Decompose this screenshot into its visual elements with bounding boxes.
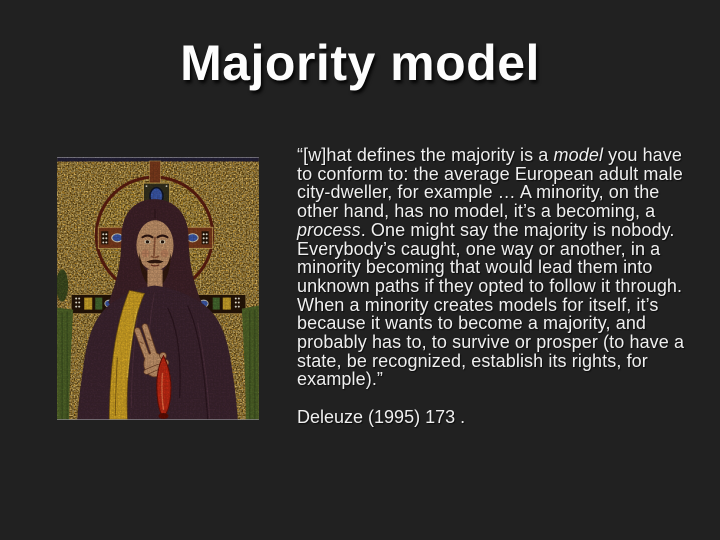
quote-block [297, 146, 695, 427]
slide-title: Majority model [180, 35, 540, 91]
quote-segment-italic: model [553, 145, 604, 165]
quote-segment: “[w]hat defines the majority is a [297, 145, 554, 165]
quote-segment: you have to conform to: the average European adult male city-dweller, for example … A minority, on the other hand, has no model, it’s a becoming, a [297, 145, 683, 222]
quote-attribution: Deleuze (1995) 173 . [297, 407, 466, 428]
mosaic-artwork [57, 157, 259, 420]
quote-text [297, 146, 695, 389]
christ-mosaic-image [57, 157, 259, 420]
quote-segment: . One might say the majority is nobody. Everybody’s caught, one way or another, in a minority becoming that would lead them into unknown paths if they opted to follow it through. When a minority creates models for itself, it’s because it wants to become a majority, and probably has to, to survive or prosper (to have a state, be recognized, establish its rights, for example).” [297, 219, 685, 390]
quote-segment-italic: process [297, 219, 361, 240]
